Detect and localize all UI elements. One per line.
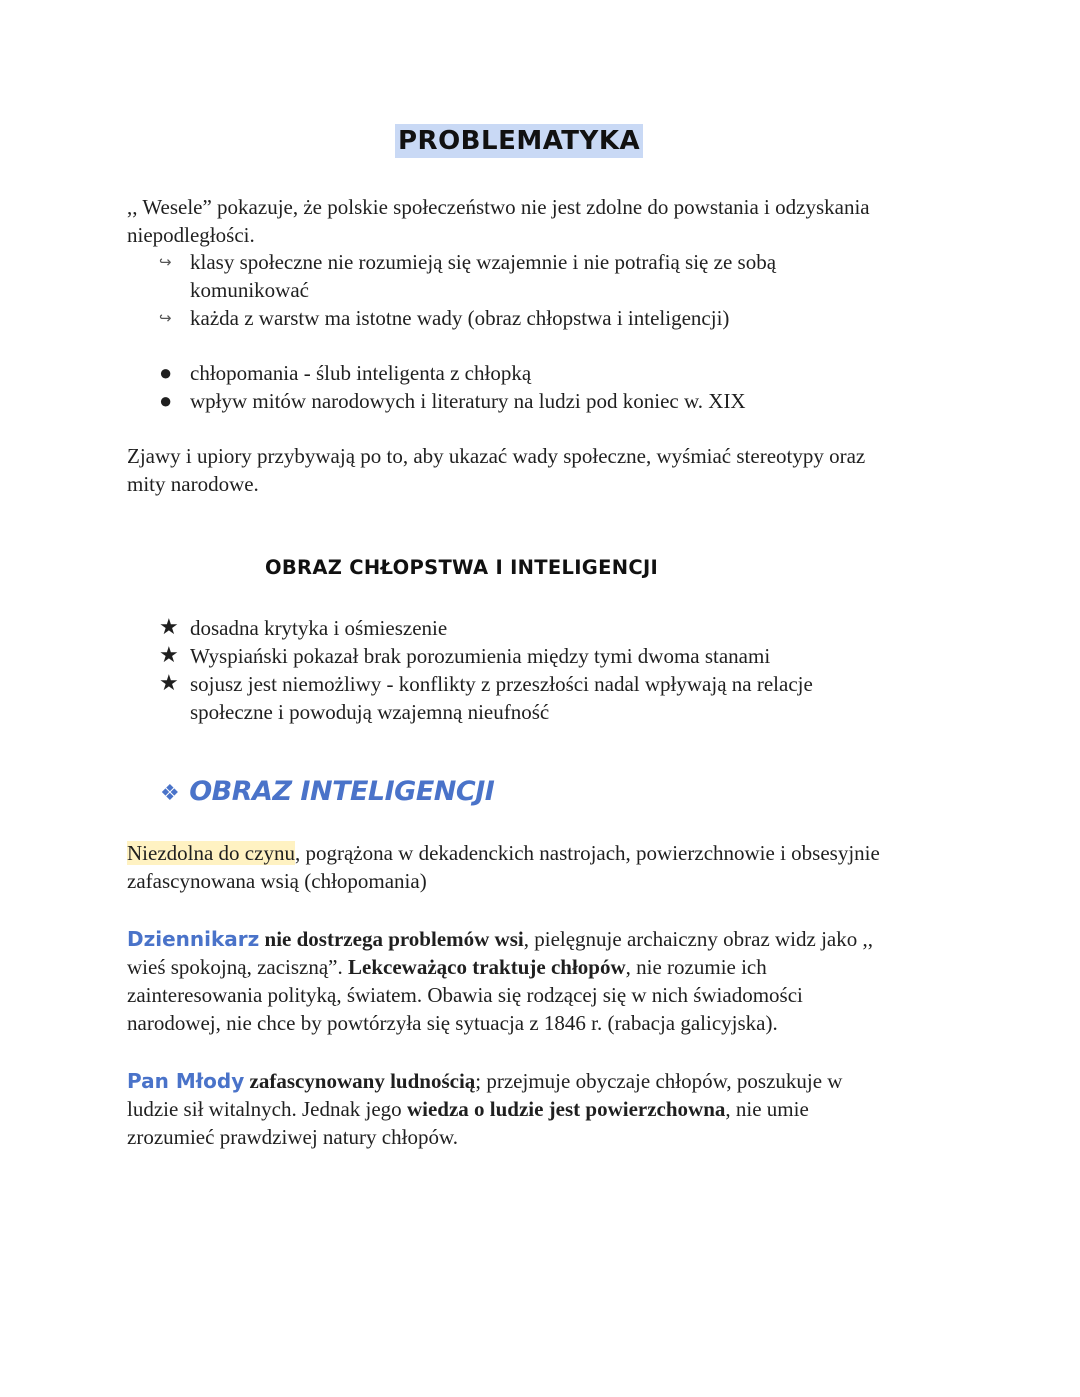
dziennikarz-paragraph: Dziennikarz nie dostrzega problemów wsi, pielęgnuje archaiczny obraz widz jako ,, wieś spokojną, zaciszną”. Lekceważąco traktuje chłopów, nie rozumie ich zainteresowania polityką, światem. Obawia się rodzącej się w nich świadomości narodowej, nie chce by powtórzyła się sytuacja z 1846 r. (rabacja galicyjska). <box>127 927 873 1035</box>
intelligentsia-paragraph: Niezdolna do czynu, pogrążona w dekadenckich nastrojach, powierzchnowie i obsesyjnie zafascynowana wsią (chłopomania) <box>127 841 880 893</box>
list-item: ★ sojusz jest niemożliwy - konflikty z przeszłości nadal wpływają na relacje społeczne i powodują wzajemną nieufność <box>159 671 813 724</box>
star-icon: ★ <box>159 643 179 668</box>
character-name: Pan Młody <box>127 1069 245 1093</box>
phantoms-paragraph: Zjawy i upiory przybywają po to, aby ukazać wady społeczne, wyśmiać stereotypy oraz mity narodowe. <box>127 444 866 496</box>
list-item: ● wpływ mitów narodowych i literatury na ludzi pod koniec w. XIX <box>159 388 746 413</box>
list-item: ↪ każda z warstw ma istotne wady (obraz chłopstwa i inteligencji) <box>159 306 730 330</box>
star-icon: ★ <box>159 615 179 640</box>
intro-paragraph: ,, Wesele” pokazuje, że polskie społeczeństwo nie jest zdolne do powstania i odzyskania niepodległości. <box>127 195 870 247</box>
arrow-icon: ↪ <box>159 253 172 271</box>
list-item: ★ dosadna krytyka i ośmieszenie <box>159 615 448 640</box>
star-list <box>127 614 1027 726</box>
page-title: PROBLEMATYKA <box>395 126 643 156</box>
character-name: Dziennikarz <box>127 927 260 951</box>
section-heading <box>160 776 494 807</box>
section-subtitle: OBRAZ CHŁOPSTWA I INTELIGENCJI <box>265 556 659 579</box>
section-heading-text: OBRAZ INTELIGENCJI <box>189 776 495 807</box>
highlighted-phrase: Niezdolna do czynu <box>127 841 295 865</box>
bullet-icon: ● <box>159 360 173 385</box>
list-item: ★ Wyspiański pokazał brak porozumienia między tymi dwoma stanami <box>159 643 771 668</box>
arrow-list <box>127 248 1027 332</box>
list-item: ↪ klasy społeczne nie rozumieją się wzajemnie i nie potrafią się ze sobą komunikować <box>159 250 777 302</box>
bullet-icon: ● <box>159 388 173 413</box>
arrow-icon: ↪ <box>159 309 172 327</box>
bullet-list <box>127 359 1027 415</box>
list-item: ● chłopomania - ślub inteligenta z chłopką <box>159 360 532 385</box>
diamond-icon: ❖ <box>160 781 180 806</box>
star-icon: ★ <box>159 671 179 696</box>
pan-mlody-paragraph: Pan Młody zafascynowany ludnością; przejmuje obyczaje chłopów, poszukuje w ludzie sił witalnych. Jednak jego wiedza o ludzie jest powierzchowna, nie umie zrozumieć prawdziwej natury chłopów. <box>127 1069 843 1149</box>
